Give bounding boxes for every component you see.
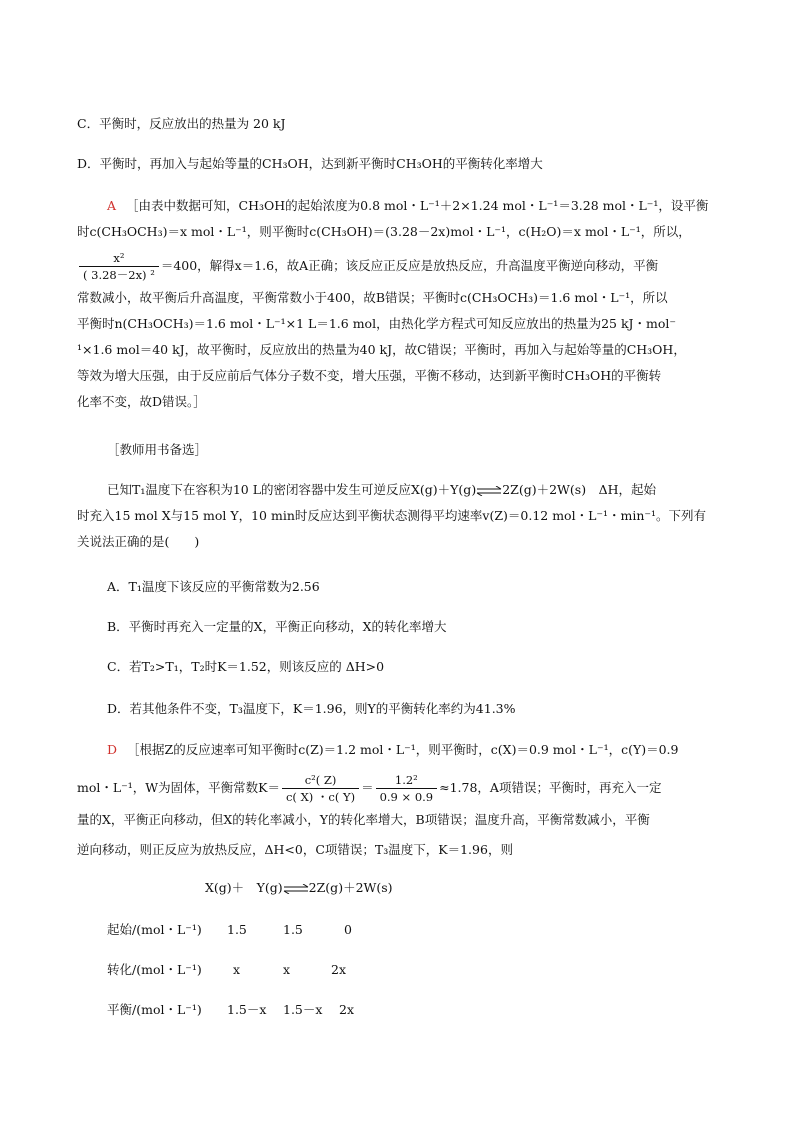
option-d: D．若其他条件不变，T₃温度下，K＝1.96，则Y的平衡转化率约为41.3% xyxy=(107,701,516,716)
answer1-fraction xyxy=(79,250,159,283)
option-c: C．若T₂>T₁，T₂时K＝1.52，则该反应的 ΔH>0 xyxy=(107,659,385,674)
cell-y: 1.5－x xyxy=(283,1002,323,1017)
answer1-line3 xyxy=(77,250,719,283)
row-label: 起始/(mol・L⁻¹) xyxy=(107,922,202,937)
answer2-text1: ［根据Z的反应速率可知平衡时c(Z)＝1.2 mol・L⁻¹，则平衡时，c(X)＝0.9 mol・L⁻¹，c(Y)＝0.9 xyxy=(127,742,679,757)
question-text1b: 2Z(g)＋2W(s) ΔH，起始 xyxy=(502,482,656,497)
equals-sign: ＝ xyxy=(361,780,374,795)
cell-x: 1.5 xyxy=(227,922,247,937)
answer2-line1 xyxy=(107,740,749,760)
answer1-text3: ＝400，解得x＝1.6，故A正确；该反应正反应是放热反应，升高温度平衡逆向移动，平衡 xyxy=(160,258,659,273)
fraction-numerator: 1.2² xyxy=(376,772,438,789)
answer2-text2c: ≈1.78，A项错误；平衡时，再充入一定 xyxy=(439,780,662,795)
equilibrium-constant-fraction xyxy=(282,772,359,805)
fraction-numerator: x² xyxy=(79,250,159,267)
option-d-top: D．平衡时，再加入与起始等量的CH₃OH，达到新平衡时CH₃OH的平衡转化率增大 xyxy=(77,156,543,171)
answer2-line2 xyxy=(77,772,719,805)
fraction-denominator: c( X) ・c( Y) xyxy=(285,790,356,804)
answer1-line4: 常数减小，故平衡后升高温度，平衡常数小于400，故B错误；平衡时c(CH₃OCH₃)＝1.6 mol・L⁻¹，所以 xyxy=(77,290,668,305)
answer1-line7: 等效为增大压强，由于反应前后气体分子数不变，增大压强，平衡不移动，达到新平衡时CH₃OH的平衡转 xyxy=(77,368,662,383)
numeric-fraction xyxy=(376,772,438,805)
question-line1 xyxy=(107,480,749,500)
fraction-denominator: 0.9 × 0.9 xyxy=(379,790,434,804)
question-text1a: 已知T₁温度下在容积为10 L的密闭容器中发生可逆反应X(g)＋Y(g) xyxy=(107,482,477,497)
option-b: B．平衡时再充入一定量的X，平衡正向移动，X的转化率增大 xyxy=(107,619,447,634)
cell-y: x xyxy=(283,962,291,977)
cell-z: 2x xyxy=(339,1002,355,1017)
answer1-line5: 平衡时n(CH₃OCH₃)＝1.6 mol・L⁻¹×1 L＝1.6 mol，由热化学方程式可知反应放出的热量为25 kJ・mol⁻ xyxy=(77,316,677,331)
fraction-denominator: ( 3.28－2x) ² xyxy=(83,268,155,282)
answer2-line3: 量的X，平衡正向移动，但X的转化率减小，Y的转化率增大，B项错误；温度升高，平衡常数减小，平衡 xyxy=(77,812,650,827)
equation-left: X(g)＋ Y(g) xyxy=(205,880,283,895)
cell-z: 2x xyxy=(331,962,347,977)
answer1-text1: ［由表中数据可知，CH₃OH的起始浓度为0.8 mol・L⁻¹＋2×1.24 mol・L⁻¹＝3.28 mol・L⁻¹，设平衡 xyxy=(126,198,709,213)
fraction-numerator: c²( Z) xyxy=(282,772,359,789)
answer2-line4: 逆向移动，则正反应为放热反应，ΔH<0，C项错误；T₃温度下，K＝1.96，则 xyxy=(77,842,513,857)
cell-z: 0 xyxy=(344,922,352,937)
answer1-line1 xyxy=(107,196,749,216)
answer1-line6: ¹×1.6 mol＝40 kJ，故平衡时，反应放出的热量为40 kJ，故C错误；平衡时，再加入与起始等量的CH₃OH， xyxy=(77,342,686,357)
row-label: 转化/(mol・L⁻¹) xyxy=(107,962,202,977)
option-a: A．T₁温度下该反应的平衡常数为2.56 xyxy=(107,579,320,594)
teacher-note: ［教师用书备选］ xyxy=(107,442,208,457)
answer1-line8: 化率不变，故D错误。］ xyxy=(77,394,206,409)
row-label: 平衡/(mol・L⁻¹) xyxy=(107,1002,202,1017)
cell-y: 1.5 xyxy=(283,922,303,937)
answer1-letter: A xyxy=(107,198,117,213)
answer2-text2a: mol・L⁻¹，W为固体，平衡常数K＝ xyxy=(77,780,280,795)
equilibrium-arrow-icon xyxy=(283,884,309,894)
option-c-top: C．平衡时，反应放出的热量为 20 kJ xyxy=(77,116,286,131)
question-line3: 关说法正确的是( ) xyxy=(77,534,200,549)
cell-x: 1.5－x xyxy=(227,1002,267,1017)
answer2-letter: D xyxy=(107,742,118,757)
equation-right: 2Z(g)＋2W(s) xyxy=(308,880,393,895)
equilibrium-arrow-icon xyxy=(476,486,502,496)
question-line2: 时充入15 mol X与15 mol Y，10 min时反应达到平衡状态测得平均速率v(Z)＝0.12 mol・L⁻¹・min⁻¹。下列有 xyxy=(77,508,706,523)
answer1-line2: 时c(CH₃OCH₃)＝x mol・L⁻¹，则平衡时c(CH₃OH)＝(3.28－2x)mol・L⁻¹，c(H₂O)＝x mol・L⁻¹，所以， xyxy=(77,224,691,239)
cell-x: x xyxy=(233,962,241,977)
reaction-equation xyxy=(205,878,393,898)
